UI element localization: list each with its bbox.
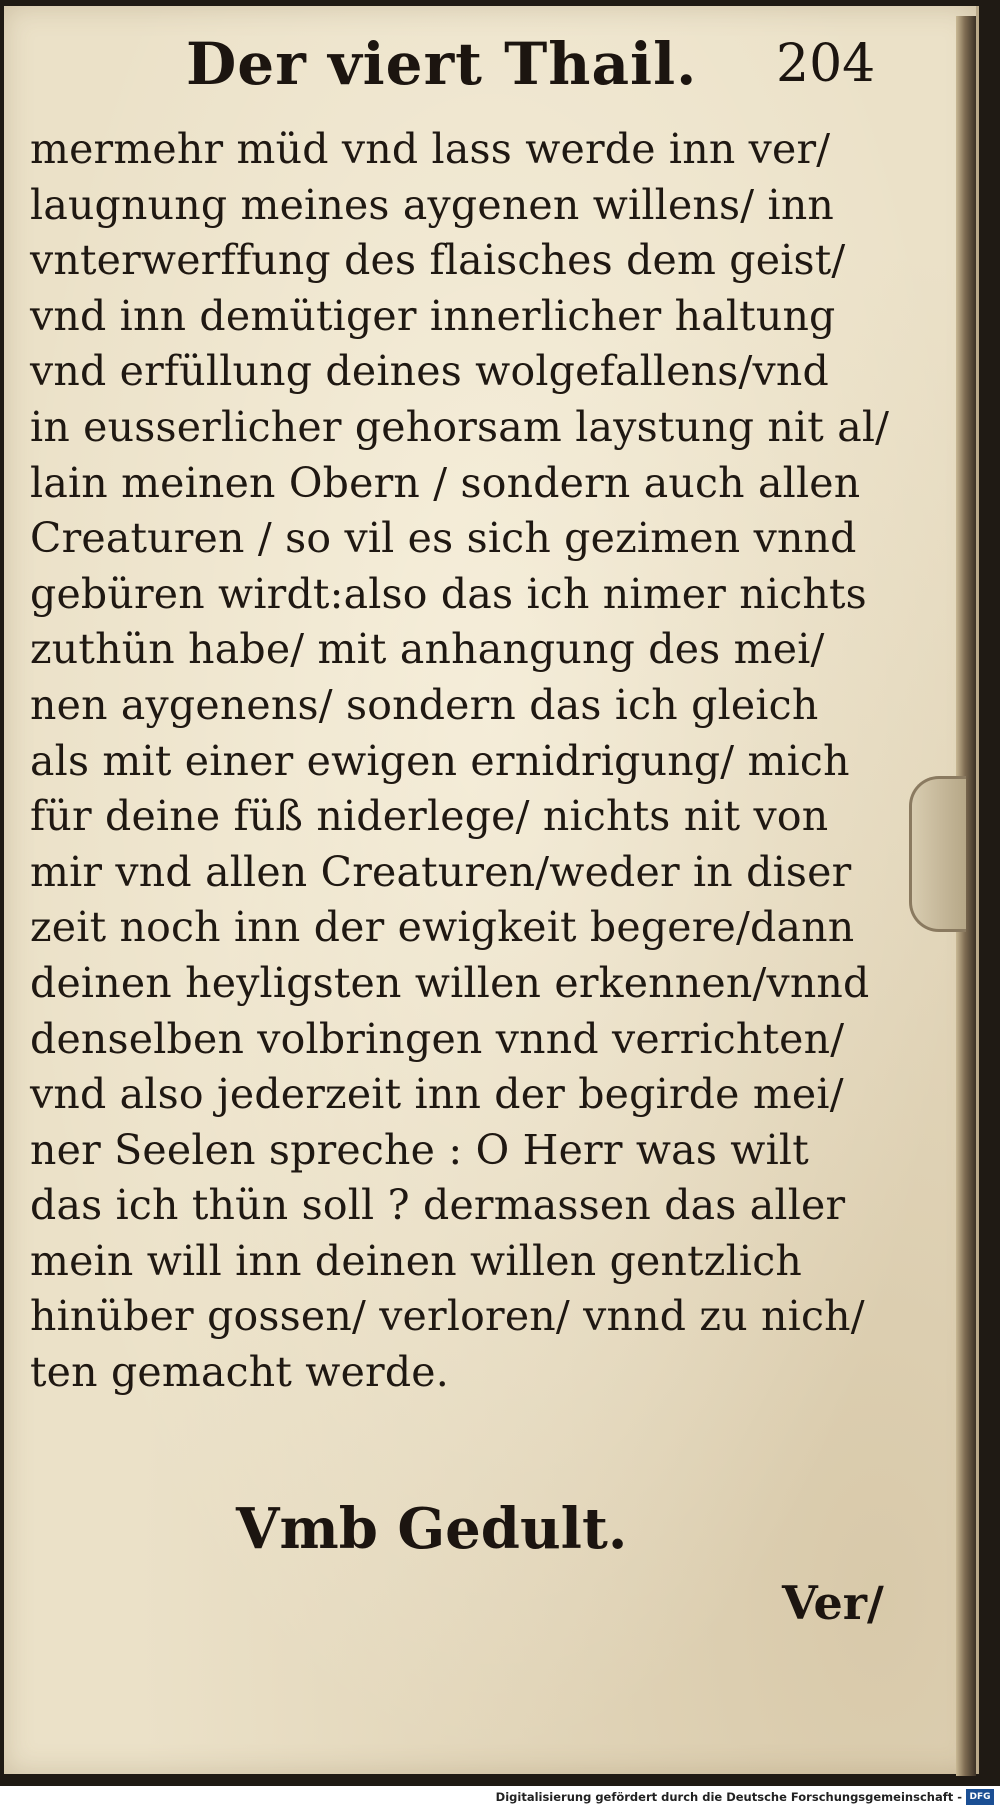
digitization-credit: Digitalisierung gefördert durch die Deutsche Forschungsgemeinschaft - (495, 1790, 962, 1804)
catchword: Ver/ (782, 1576, 884, 1630)
book-clasp (909, 776, 966, 932)
text-line: Creaturen / so vil es sich gezimen vnnd (30, 514, 857, 563)
text-line: zuthün habe/ mit anhangung des mei/ (30, 625, 825, 674)
text-line: das ich thün soll ? dermassen das aller (30, 1181, 846, 1230)
text-line: laugnung meines aygenen willens/ inn (30, 180, 835, 229)
text-line: gebüren wirdt:also das ich nimer nichts (30, 569, 867, 618)
text-line: in eusserlicher gehorsam laystung nit al/ (30, 402, 890, 451)
text-line: für deine füß niderlege/ nichts nit von (30, 792, 829, 841)
text-line: vnd also jederzeit inn der begirde mei/ (30, 1070, 844, 1119)
text-line: hinüber gossen/ verloren/ vnnd zu nich/ (30, 1292, 865, 1341)
text-line: als mit einer ewigen ernidrigung/ mich (30, 736, 850, 785)
dfg-logo: DFG (966, 1789, 994, 1805)
book-page (4, 6, 979, 1774)
text-line: nen aygenens/ sondern das ich gleich (30, 680, 819, 729)
page-header (186, 30, 886, 110)
text-line: vnd inn demütiger innerlicher haltung (30, 291, 836, 340)
text-line: ten gemacht werde. (30, 1348, 449, 1397)
text-line: denselben volbringen vnnd verrichten/ (30, 1014, 845, 1063)
text-line: deinen heyligsten willen erkennen/vnnd (30, 958, 870, 1007)
text-line: mein will inn deinen willen gentzlich (30, 1236, 802, 1285)
text-line: mir vnd allen Creaturen/weder in diser (30, 847, 852, 896)
text-line: vnd erfüllung deines wolgefallens/vnd (30, 347, 829, 396)
text-line: vnterwerffung des flaisches dem geist/ (30, 236, 846, 285)
running-title: Der viert Thail. (186, 30, 698, 98)
section-heading: Vmb Gedult. (236, 1496, 628, 1562)
text-line: lain meinen Obern / sondern auch allen (30, 458, 861, 507)
text-line: zeit noch inn der ewigkeit begere/dann (30, 903, 855, 952)
text-line: ner Seelen spreche : O Herr was wilt (30, 1125, 809, 1174)
body-text (30, 122, 890, 1401)
digitization-credit-bar (0, 1786, 1000, 1809)
page-number: 204 (776, 34, 876, 94)
text-line: mermehr müd vnd lass werde inn ver/ (30, 125, 831, 173)
